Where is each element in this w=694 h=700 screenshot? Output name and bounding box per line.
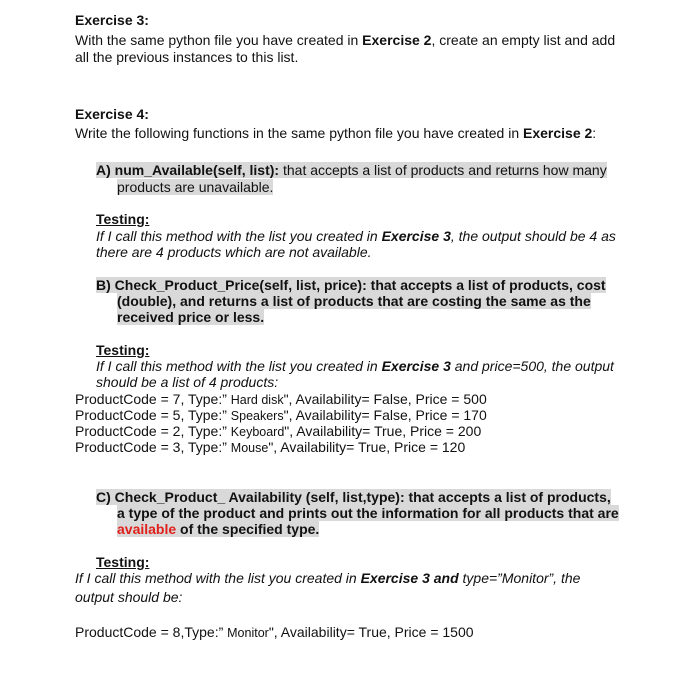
item-b-line-3: received price or less. xyxy=(117,309,265,325)
exercise-3-title: Exercise 3: xyxy=(75,12,149,28)
item-b-test-line-2: should be a list of 4 products: xyxy=(96,374,279,390)
item-a-line-1: A) num_Available(self, list): that accepts a list of products and returns how many xyxy=(96,162,607,178)
item-c-test-line-1: If I call this method with the list you created in Exercise 3 and type=”Monitor”, the xyxy=(75,570,581,586)
item-b-line-2: (double), and returns a list of products that are costing the same as the xyxy=(117,293,591,309)
product-row: ProductCode = 7, Type:” Hard disk", Availability= False, Price = 500 xyxy=(75,391,487,407)
item-a-test-line-2: there are 4 products which are not available. xyxy=(96,244,372,260)
item-c-line-2: a type of the product and prints out the information for all products that are xyxy=(117,505,619,521)
item-b-test-line-1: If I call this method with the list you created in Exercise 3 and price=500, the output xyxy=(96,358,614,374)
product-row: ProductCode = 5, Type:” Speakers", Availability= False, Price = 170 xyxy=(75,407,487,423)
exercise-4-line-1: Write the following functions in the same python file you have created in Exercise 2: xyxy=(75,125,597,141)
item-a-line-2: products are unavailable. xyxy=(117,179,274,195)
item-c-testing: Testing: xyxy=(96,554,150,570)
item-c-line-1: C) Check_Product_ Availability (self, list,type): that accepts a list of products, xyxy=(96,489,611,505)
item-a-test-line-1: If I call this method with the list you created in Exercise 3, the output should be 4 as xyxy=(96,228,616,244)
product-row: ProductCode = 8,Type:” Monitor", Availability= True, Price = 1500 xyxy=(75,624,474,640)
item-c-test-line-2: output should be: xyxy=(75,589,183,605)
exercise-3-line-1: With the same python file you have created in Exercise 2, create an empty list and add xyxy=(75,32,616,48)
exercise-4-title: Exercise 4: xyxy=(75,106,149,122)
item-b-line-1: B) Check_Product_Price(self, list, price): that accepts a list of products, cost xyxy=(96,277,606,293)
item-a-testing: Testing: xyxy=(96,211,150,227)
product-row: ProductCode = 2, Type:” Keyboard", Availability= True, Price = 200 xyxy=(75,423,482,439)
product-row: ProductCode = 3, Type:” Mouse", Availability= True, Price = 120 xyxy=(75,439,466,455)
item-c-line-3: available of the specified type. xyxy=(117,521,320,537)
item-b-testing: Testing: xyxy=(96,342,150,358)
exercise-3-line-2: all the previous instances to this list. xyxy=(75,49,299,65)
